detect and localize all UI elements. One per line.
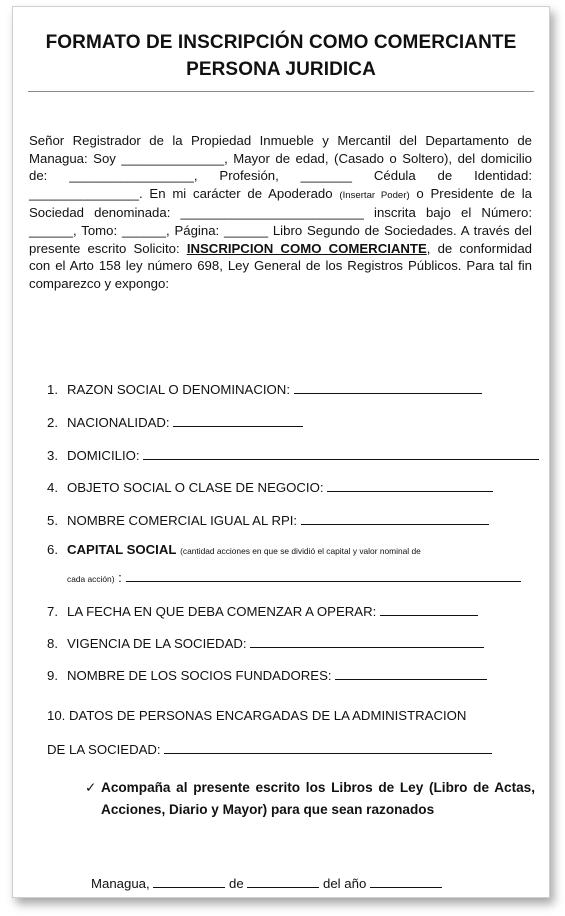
- item-label: NOMBRE COMERCIAL IGUAL AL RPI:: [67, 513, 298, 528]
- requirements-text: Acompaña al presente escrito los Libros de Ley (Libro de Actas, Acciones, Diario y Mayor) para que sean razonados: [101, 780, 535, 817]
- blank-line: [164, 741, 492, 754]
- list-item-8: 8. VIGENCIA DE LA SOCIEDAD:: [47, 635, 537, 652]
- insertar-poder-note: (Insertar Poder): [339, 189, 410, 201]
- document-title: [13, 29, 549, 83]
- intro-paragraph: [29, 132, 532, 292]
- list-item-2: 2. NACIONALIDAD:: [47, 414, 537, 431]
- title-line-2: PERSONA JURIDICA: [186, 59, 376, 80]
- item-label: VIGENCIA DE LA SOCIEDAD:: [67, 636, 247, 651]
- list-item-10-continued: [47, 741, 537, 758]
- list-item-4: 4. OBJETO SOCIAL O CLASE DE NEGOCIO:: [47, 479, 537, 496]
- blank-line: [380, 603, 478, 616]
- list-item-6: 6. CAPITAL SOCIAL (cantidad acciones en que se dividió el capital y valor nominal de: [47, 542, 421, 557]
- item-label: DOMICILIO:: [67, 448, 140, 463]
- blank-line: [294, 381, 482, 394]
- blank-line: [126, 569, 521, 582]
- list-item-6-continued: cada acción) :: [47, 569, 537, 588]
- item-label: CAPITAL SOCIAL: [67, 542, 177, 557]
- list-item-5: 5. NOMBRE COMERCIAL IGUAL AL RPI:: [47, 512, 537, 529]
- list-item-3: 3. DOMICILIO:: [47, 447, 537, 464]
- list-item-7: 7. LA FECHA EN QUE DEBA COMENZAR A OPERAR:: [47, 603, 537, 620]
- blank-month: [247, 875, 319, 888]
- intro-text-3: , de conformidad con el Arto 158 ley número 698, Ley General de los Registros Públicos. Para tal fin comparezco y expongo:: [29, 240, 532, 291]
- blank-day: [153, 875, 225, 888]
- item-label-2: DE LA SOCIEDAD:: [47, 742, 161, 757]
- blank-line: [173, 414, 303, 427]
- capital-note-2: cada acción): [67, 574, 115, 584]
- signature-del-ano: del año: [323, 876, 367, 891]
- intro-text-1: Señor Registrador de la Propiedad Inmueble y Mercantil del Departamento de Managua: Soy ______________, Mayor de edad, (Casado o Soltero), del domicilio de: _________________, Profesión, _______ Cédula de Identidad: _______________. En mi carácter de Apoderado: [29, 133, 532, 201]
- blank-line: [301, 512, 489, 525]
- signature-line: [91, 875, 442, 891]
- item-label: NACIONALIDAD:: [67, 415, 170, 430]
- list-item-9: 9. NOMBRE DE LOS SOCIOS FUNDADORES:: [47, 667, 537, 684]
- item-label: DATOS DE PERSONAS ENCARGADAS DE LA ADMINISTRACION: [69, 708, 467, 723]
- blank-line: [143, 447, 539, 460]
- list-item-1: 1. RAZON SOCIAL O DENOMINACION:: [47, 381, 537, 398]
- requirements-note: [85, 777, 535, 821]
- blank-line: [250, 635, 484, 648]
- intro-text-2: o Presidente de la Sociedad denominada: _________________________ inscrita bajo el Número: ______, Tomo: ______, Página: ______ Libro Segundo de Sociedades. A través del presente escrito Solicito:: [29, 185, 532, 256]
- item-label: NOMBRE DE LOS SOCIOS FUNDADORES:: [67, 668, 332, 683]
- inscripcion-highlight: INSCRIPCION COMO COMERCIANTE: [186, 240, 427, 256]
- title-line-1: FORMATO DE INSCRIPCIÓN COMO COMERCIANTE: [45, 32, 517, 53]
- item-label: RAZON SOCIAL O DENOMINACION:: [67, 382, 290, 397]
- blank-line: [335, 667, 487, 680]
- capital-note: (cantidad acciones en que se dividió el capital y valor nominal de: [180, 546, 421, 556]
- document-page: [12, 6, 550, 898]
- blank-year: [370, 875, 442, 888]
- item-label: OBJETO SOCIAL O CLASE DE NEGOCIO:: [67, 480, 324, 495]
- blank-line: [327, 479, 493, 492]
- item-label: LA FECHA EN QUE DEBA COMENZAR A OPERAR:: [67, 604, 377, 619]
- signature-city: Managua,: [91, 876, 150, 891]
- list-item-10: 10. DATOS DE PERSONAS ENCARGADAS DE LA ADMINISTRACION: [47, 708, 467, 723]
- check-icon: ✓: [85, 780, 97, 795]
- signature-de: de: [229, 876, 244, 891]
- title-divider: [28, 91, 534, 92]
